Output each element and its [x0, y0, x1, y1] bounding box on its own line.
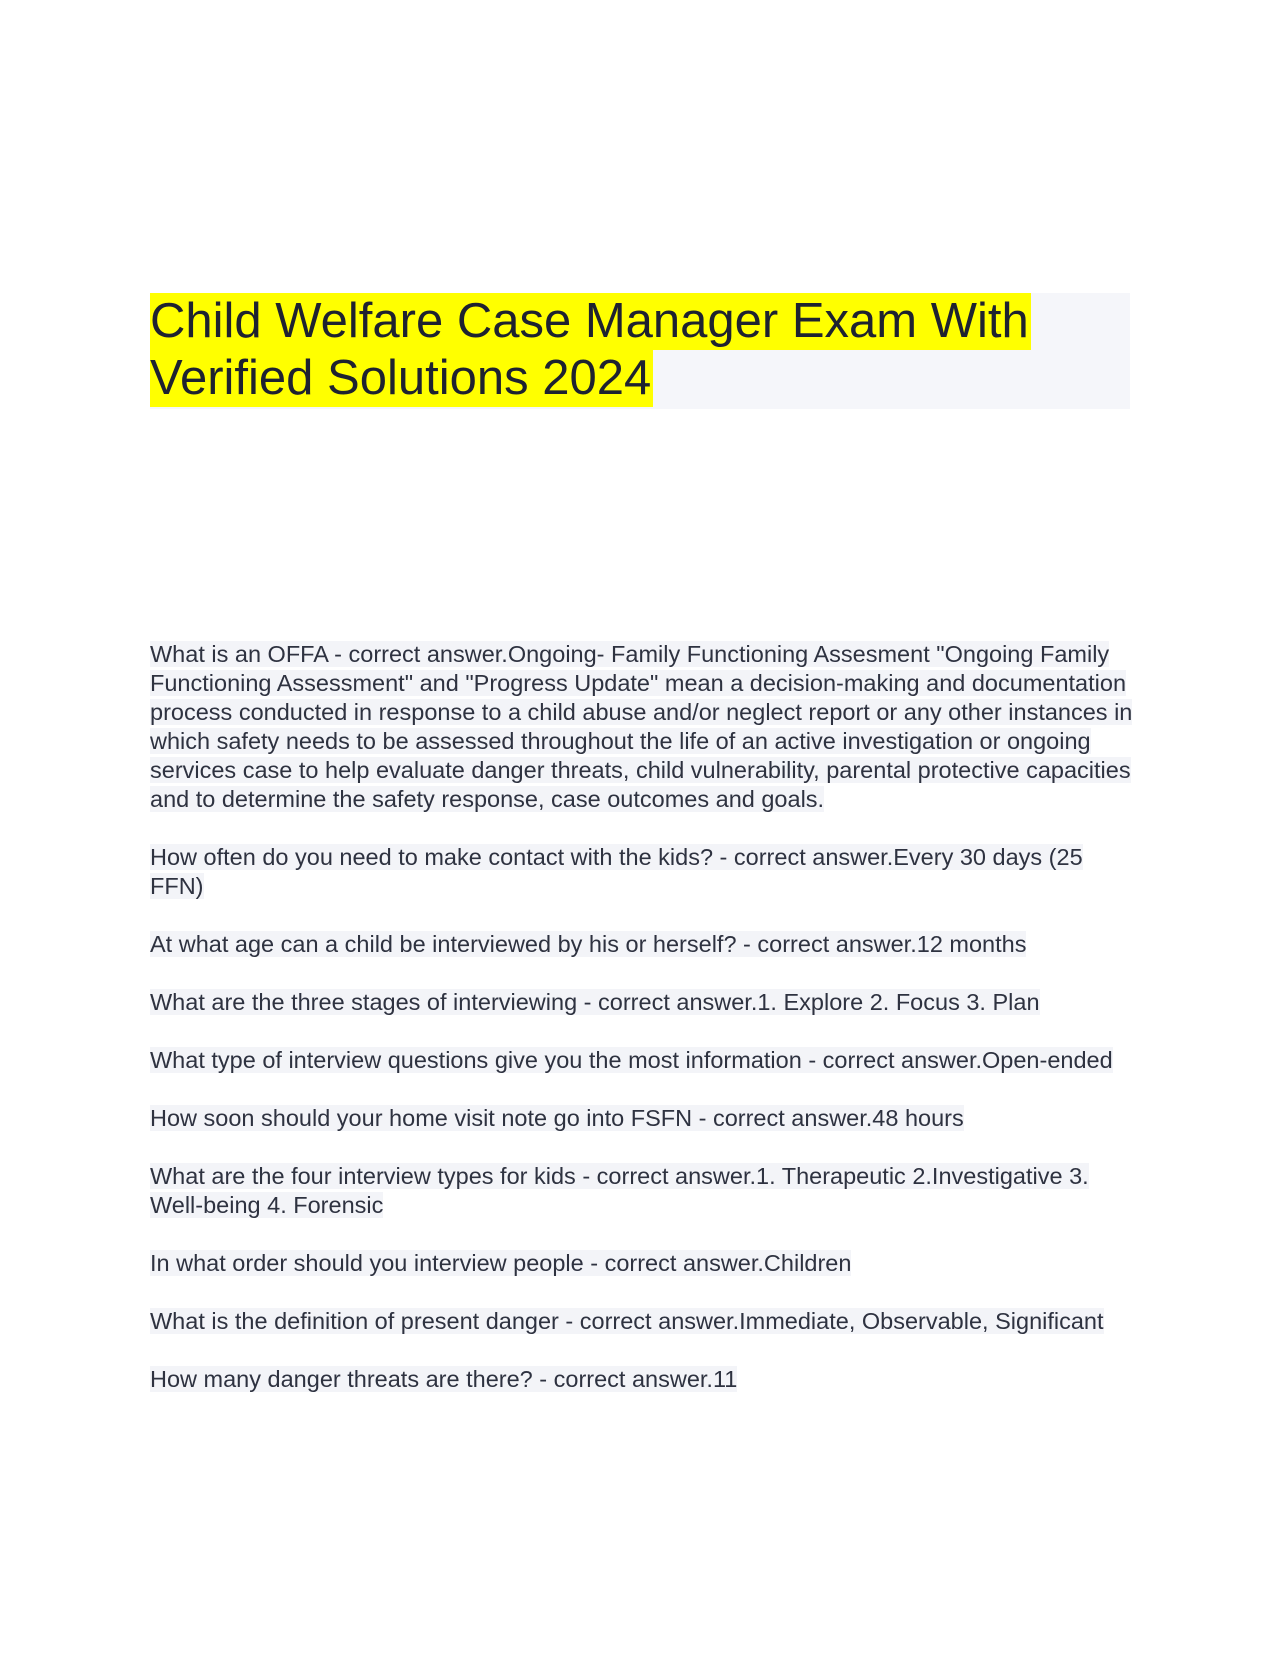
question-answer-list — [150, 640, 1140, 1423]
title-line-2-text: Verified Solutions 2024 — [150, 351, 652, 405]
qa-item — [150, 1046, 1140, 1075]
qa-item — [150, 1365, 1140, 1394]
qa-text: What are the four interview types for kids - correct answer.1. Therapeutic 2.Investigative 3. Well-being 4. Forensic — [150, 1163, 1089, 1218]
document-title — [150, 293, 1130, 409]
title-line-1-text: Child Welfare Case Manager Exam With — [150, 294, 1029, 348]
qa-item — [150, 1104, 1140, 1133]
qa-text: What is the definition of present danger - correct answer.Immediate, Observable, Significant — [150, 1308, 1104, 1334]
qa-item — [150, 1249, 1140, 1278]
qa-text: What are the three stages of interviewing - correct answer.1. Explore 2. Focus 3. Plan — [150, 989, 1040, 1015]
qa-item — [150, 1162, 1140, 1220]
qa-item — [150, 843, 1140, 901]
qa-text: At what age can a child be interviewed by his or herself? - correct answer.12 months — [150, 931, 1027, 957]
qa-text: How many danger threats are there? - correct answer.11 — [150, 1366, 738, 1392]
qa-item — [150, 930, 1140, 959]
title-line-2 — [150, 350, 653, 407]
qa-text: How soon should your home visit note go into FSFN - correct answer.48 hours — [150, 1105, 964, 1131]
qa-text: What type of interview questions give you the most information - correct answer.Open-ended — [150, 1047, 1113, 1073]
qa-text: What is an OFFA - correct answer.Ongoing- Family Functioning Assesment "Ongoing Family Functioning Assessment" and "Progress Update" mean a decision-making and documentation process conducted in response to a child abuse and/or neglect report or any other instances in which safety needs to be assessed throughout the life of an active investigation or ongoing services case to help evaluate danger threats, child vulnerability, parental protective capacities and to determine the safety response, case outcomes and goals. — [150, 641, 1133, 812]
qa-text: How often do you need to make contact with the kids? - correct answer.Every 30 days (25 FFN) — [150, 844, 1083, 899]
qa-text: In what order should you interview people - correct answer.Children — [150, 1250, 852, 1276]
qa-item — [150, 640, 1140, 814]
qa-item — [150, 988, 1140, 1017]
title-line-1 — [150, 293, 1031, 350]
qa-item — [150, 1307, 1140, 1336]
